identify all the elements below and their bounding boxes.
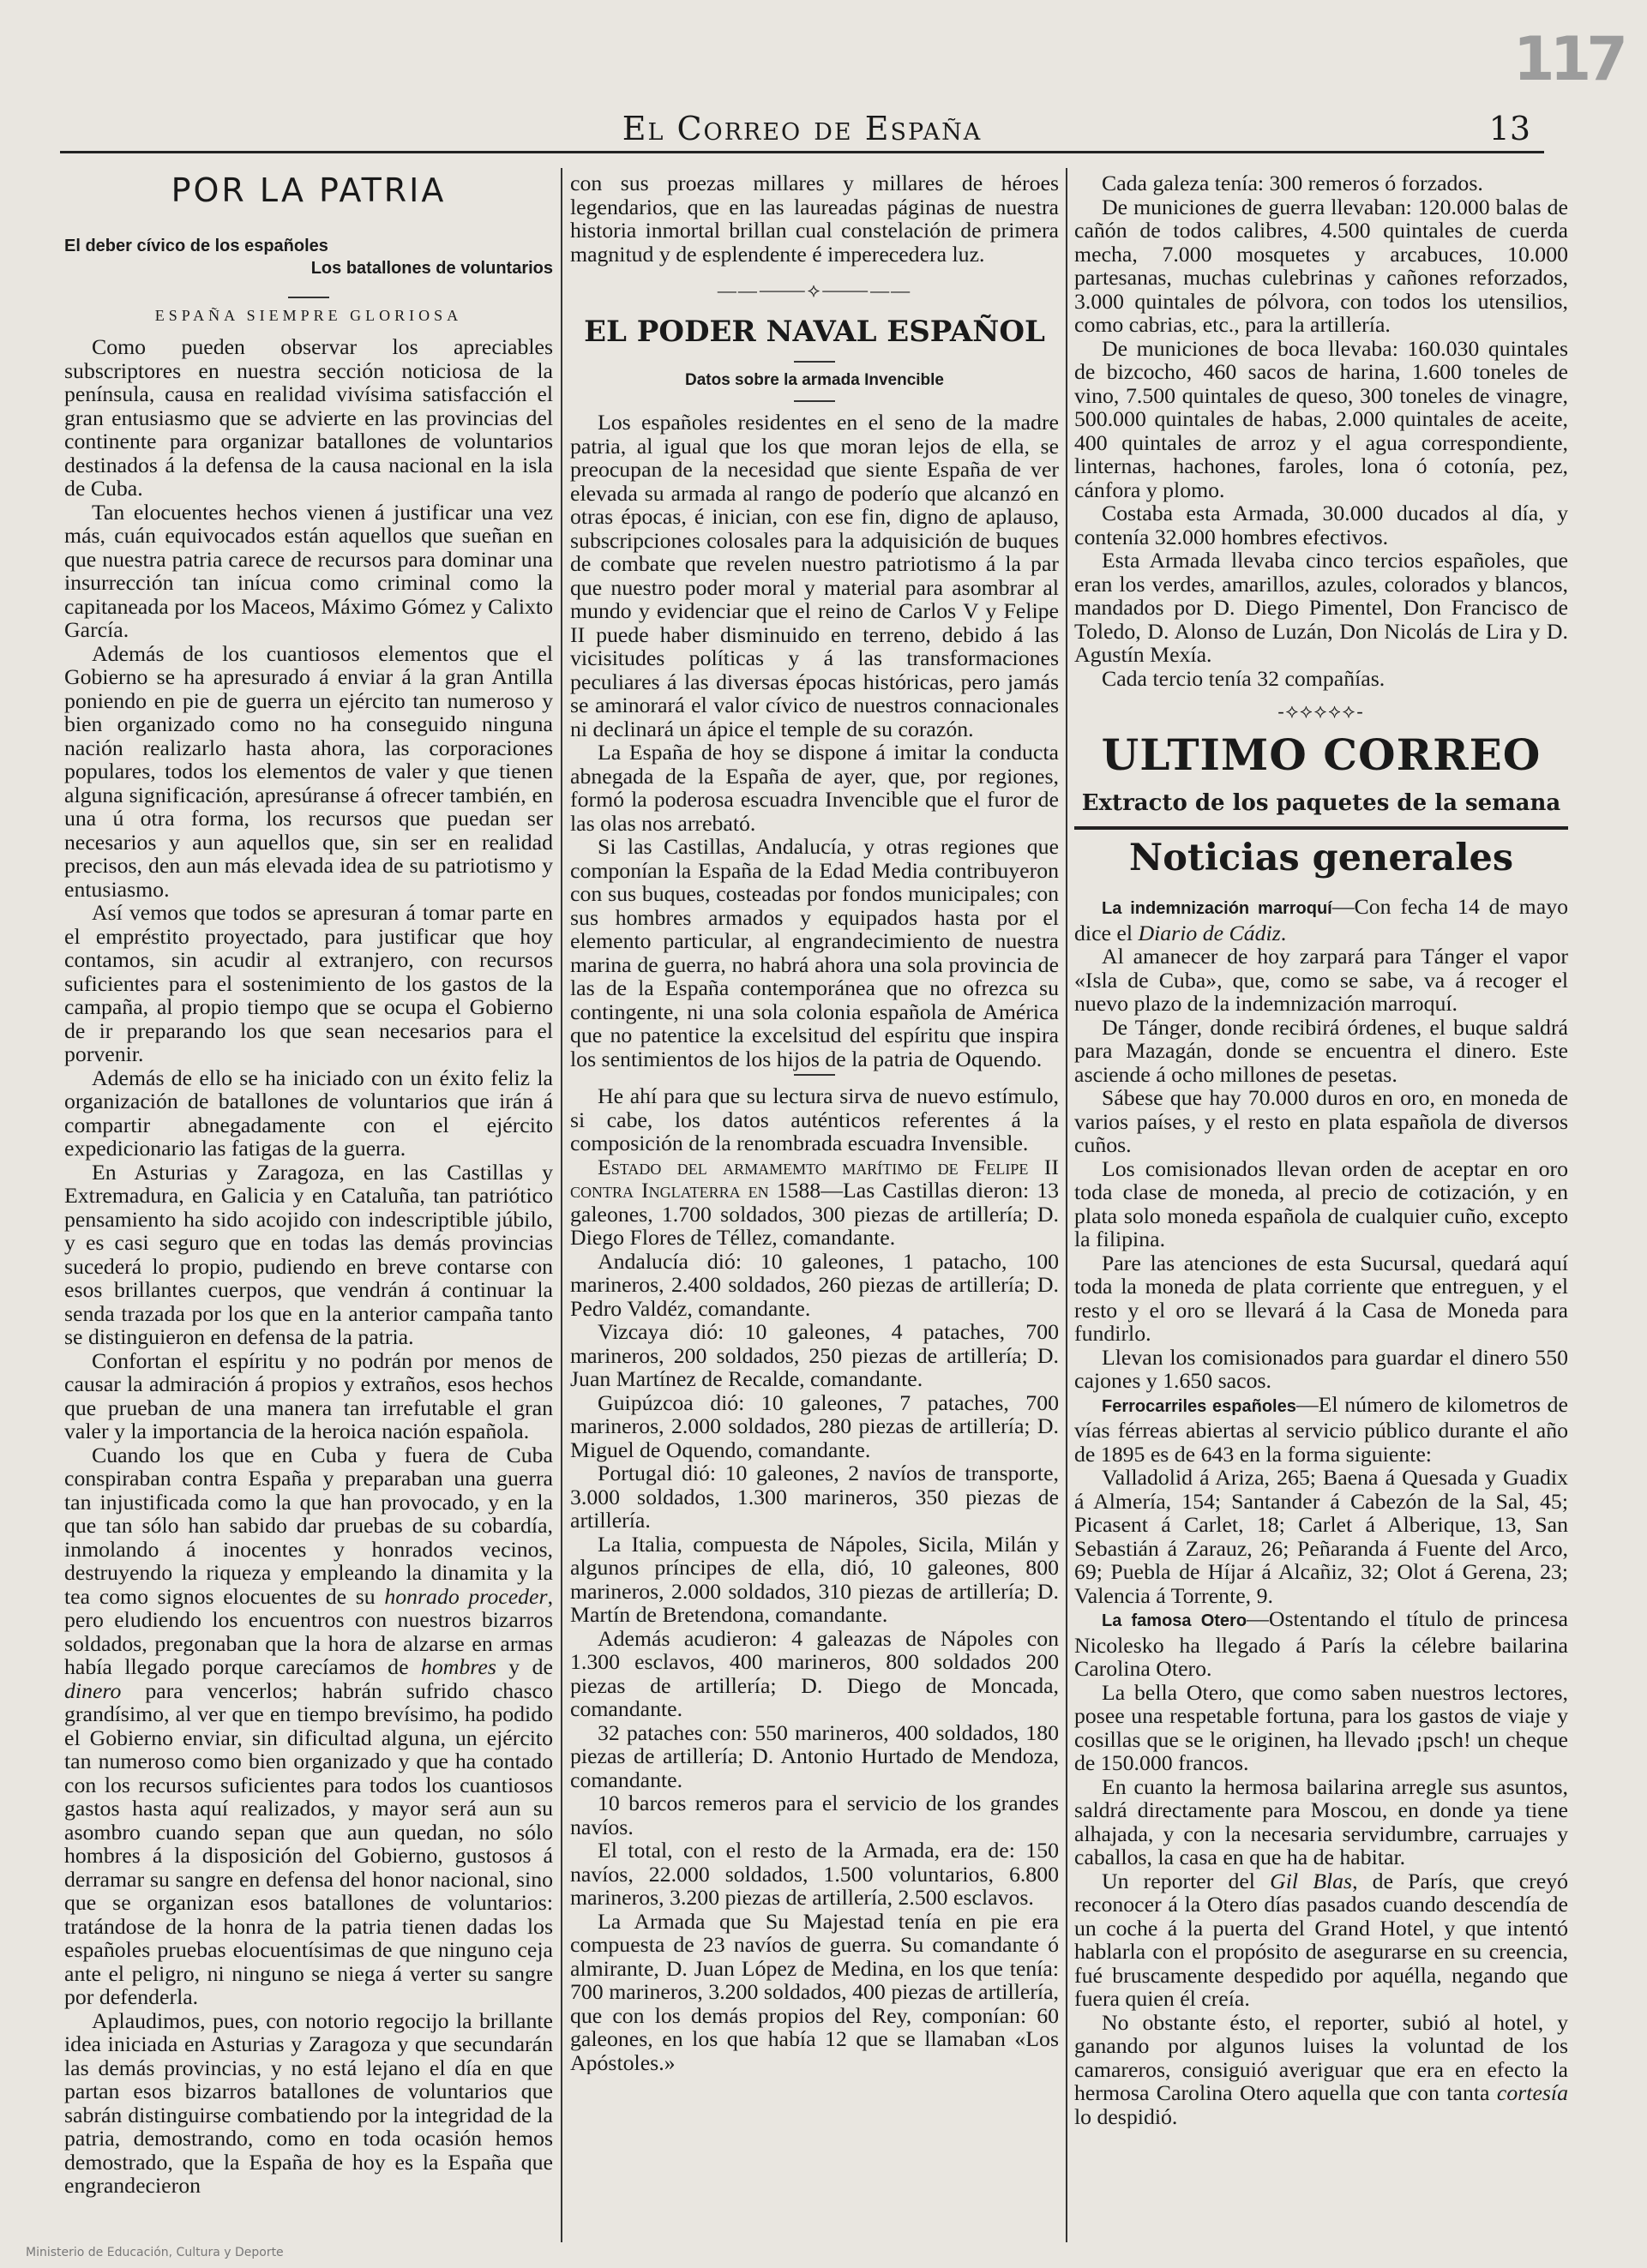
paragraph: Tan elocuentes hechos vienen á justificar una vez más, cuán equivocados están aquellos que sueñan en que nuestra patria carece de recursos para dominar una insurrección tan inícua como criminal como la capitaneada por los Maceos, Máximo Gómez y Calixto García.	[64, 499, 553, 642]
paragraph: Los comisionados llevan orden de aceptar en oro toda clase de moneda, al precio de cotización, y en plata solo moneda española de cualquier cuño, excepto la filipina.	[1074, 1155, 1568, 1251]
paragraph: Como pueden observar los apreciables subscriptores en nuestra sección noticiosa de la península, causa en realidad vivísima satisfacción el gran entusiasmo que se advierte en las provincias del continente para organizar batallones de voluntarios destinados á la defensa de la causa nacional en la isla de Cuba.	[64, 334, 553, 501]
paragraph: Así vemos que todos se apresuran á tomar parte en el empréstito proyectado, para justificar que hoy contamos, sin acudir al extranjero, con recursos suficientes para el sostenimiento de los gastos de la campaña, al propio tiempo que se ocupa el Gobierno de ir preparando los que sean necesarios para el porvenir.	[64, 900, 553, 1066]
news-lead: La famosa Otero	[1102, 1611, 1247, 1630]
section-subtitle: Extracto de los paquetes de la semana	[1081, 790, 1561, 816]
paragraph	[1074, 2011, 1568, 2129]
article-subtitle: Datos sobre la armada Invencible	[684, 371, 944, 389]
text-run: —Con fecha 14 de mayo dice el	[1074, 894, 1568, 945]
pencil-folio-mark: 117	[1512, 24, 1623, 94]
article-title: EL PODER NAVAL ESPAÑOL	[584, 315, 1045, 349]
small-caps-heading: Estado del armamemto marítimo de Felipe II contra Inglaterra en 1588	[570, 1154, 1059, 1203]
italic-text: Gil Blas	[1270, 1868, 1353, 1893]
paragraph: 32 pataches con: 550 marineros, 400 soldados, 180 piezas de artillería; D. Antonio Hurtado de Mendoza, comandante.	[570, 1719, 1059, 1792]
separator-rule	[794, 361, 835, 363]
section-rule	[1074, 826, 1568, 830]
paragraph: Costaba esta Armada, 30.000 ducados al día, y contenía 32.000 hombres efectivos.	[1074, 501, 1568, 549]
text-run: —El número de kilometros de vías férreas abiertas al servicio público durante el año de 1895 es de 643 en la forma siguiente:	[1074, 1391, 1568, 1467]
paragraph: Además de los cuantiosos elementos que el Gobierno se ha apresurado á enviar á la gran Antilla poniendo en pie de guerra un ejército tan numeroso y bien organizado como no ha conseguido ninguna nación realizarlo hasta ahora, las corporaciones populares, todos los elementos de valer y que tienen alguna significación, apresúranse á ofrecer también, en una ú otra forma, los recursos que puedan ser necesarios y aun aquellos que, sin ser en realidad precisos, den aun más elevada idea de su patriotismo y entusiasmo.	[64, 640, 553, 902]
text-run: , de París, que creyó reconocer á la Otero días pasados cuando descendía de un coche á la puerta del Grand Hotel, y que intentó hablarla con el propósito de asegurarse en su creencia, fué bruscamente despedido por aquélla, negando que fuera quien él creía.	[1074, 1868, 1568, 2011]
section-title: ULTIMO CORREO	[1101, 729, 1542, 780]
paragraph: De Tánger, donde recibirá órdenes, el buque saldrá para Mazagán, donde se encuentra el dinero. Este asciende á ocho millones de pesetas.	[1074, 1014, 1568, 1087]
text-run: —Las Castillas dieron: 13 galeones, 1.700 soldados, 300 piezas de artillería; D. Diego Flores de Téllez, comandante.	[570, 1178, 1059, 1250]
news-item	[1074, 895, 1568, 945]
column-divider	[561, 168, 562, 2242]
italic-text: honrado proceder	[384, 1583, 548, 1609]
archive-footer: Ministerio de Educación, Cultura y Deporte	[26, 2246, 284, 2259]
paragraph: La Italia, compuesta de Nápoles, Sicila, Milán y algunos príncipes de ella, dió, 10 galeones, 800 marineros, 2.000 soldados, 310 piezas de artillería; D. Martín de Bretendona, comandante.	[570, 1531, 1059, 1627]
ornament-separator: -⟡⟡⟡⟡⟡-	[1277, 700, 1365, 722]
paragraph: He ahí para que su lectura sirva de nuevo estímulo, si cabe, los datos auténticos referentes á la composición de la renombrada escuadra Invensible.	[570, 1083, 1059, 1155]
italic-text: cortesía	[1496, 2080, 1568, 2105]
paragraph: Sábese que hay 70.000 duros en oro, en moneda de varios países, y el resto en plata española de diversos cuños.	[1074, 1085, 1568, 1157]
paragraph: De municiones de guerra llevaban: 120.000 balas de cañón de todos calibres, 4.500 quintales de cuerda mecha, 7.000 mosquetes y arcabuces, 10.000 partesanas, muchas culebrinas y cañones reforzados, 3.000 quintales de pólvora, con todos los utensilios, como cabrias, etc., para la artillería.	[1074, 194, 1568, 337]
separator-rule	[288, 297, 329, 298]
article-kicker: ESPAÑA SIEMPRE GLORIOSA	[154, 307, 463, 324]
paragraph: Pare las atenciones de esta Sucursal, quedará aquí toda la moneda de plata corriente que entreguen, y el resto y el oro se llevará á la Casa de Moneda para fundirlo.	[1074, 1250, 1568, 1346]
paragraph: Cada galeza tenía: 300 remeros ó forzados.	[1102, 171, 1483, 195]
paragraph: Cada tercio tenía 32 compañías.	[1102, 665, 1386, 691]
text-run: No obstante ésto, el reporter, subió al hotel, y ganando por algunos luises la voluntad de los camareros, consiguió averiguar que era en efecto la hermosa Carolina Otero aquella que con tanta	[1074, 2009, 1568, 2105]
paragraph: Guipúzcoa dió: 10 galeones, 7 pataches, 700 marineros, 2.000 soldados, 280 piezas de artillería; D. Miguel de Oquendo, comandante.	[570, 1389, 1059, 1462]
news-item	[1074, 1393, 1568, 1467]
article-subtitle: El deber cívico de los españoles	[64, 237, 328, 255]
column-divider	[1066, 168, 1067, 2242]
news-lead: La indemnización marroquí	[1102, 899, 1332, 918]
text-run: Un reporter del	[1102, 1868, 1271, 1893]
paragraph: En Asturias y Zaragoza, en las Castillas y Extremadura, en Galicia y en Cataluña, tan patriótico pensamiento ha sido acojido con indescriptible júbilo, y es casi seguro que en todas las demás provincias sucederá lo propio, pudiendo en breve contarse con esos brillantes cuerpos, que vendrán á continuar la senda trazada por los que en la anterior campaña tanto se distinguieron en defensa de la patria.	[64, 1159, 553, 1349]
paragraph: Los españoles residentes en el seno de la madre patria, al igual que los que moran lejos de ella, se preocupan de la necesidad que siente España de ver elevada su armada al rango de poderío que alcanzó en otras épocas, é inician, con ese fin, digno de aplauso, subscripciones colosales para la adquisición de buques de combate que revelen nuestro patriotismo á la par que nuestro poder moral y material para asombrar al mundo y evidenciar que el reino de Carlos V y Felipe II puede haber disminuido en terreno, debido á las vicisitudes políticas y á las transformaciones peculiares á las diversas épocas históricas, pero jamás se aminorará el valor cívico de nuestros connacionales ni declinará un ápice el temple de su corazón.	[570, 410, 1059, 741]
separator-rule	[794, 1074, 835, 1076]
paragraph: En cuanto la hermosa bailarina arregle sus asuntos, saldrá directamente para Moscou, en donde ya tiene alhajada, y con la necesaria servidumbre, carruajes y caballos, la casa en que ha de habitar.	[1074, 1773, 1568, 1869]
text-run: lo despidió.	[1074, 2103, 1178, 2128]
paragraph: La Armada que Su Majestad tenía en pie era compuesta de 23 navíos de guerra. Su comandante ó almirante, D. Juan López de Medina, en los que tenía: 700 marineros, 3.200 soldados, 400 piezas de artillería, que con los demás propios del Rey, componían: 60 galeones, en los que había 12 que se llamaban «Los Apóstoles.»	[570, 1908, 1059, 2074]
paragraph: Esta Armada llevaba cinco tercios españoles, que eran los verdes, amarillos, azules, colorados y blancos, mandados por D. Diego Pimentel, Don Francisco de Toledo, D. Alonso de Luzán, Don Nicolás de Lira y D. Agustín Mexía.	[1074, 548, 1568, 667]
paragraph: Valladolid á Ariza, 265; Baena á Quesada y Guadix á Almería, 154; Santander á Cabezón de la Sal, 45; Picasent á Carlet, 18; Carlet á Alberique, 13, San Sebastián á Zarauz, 26; Peñaranda á Fuente del Arco, 69; Puebla de Híjar á Alcañiz, 32; Olot á Gerena, 23; Valencia á Torrente, 9.	[1074, 1465, 1568, 1608]
header-rule	[60, 151, 1544, 153]
news-item	[1074, 1607, 1568, 1681]
italic-text: Diario de Cádiz	[1138, 920, 1281, 945]
paragraph: Aplaudimos, pues, con notorio regocijo la brillante idea iniciada en Asturias y Zaragoza y que secundarán las demás provincias, y no está lejano el día en que partan esos bizarros batallones de voluntarios que sabrán distinguirse combatiendo por la integridad de la patria, demostrando, como en toda ocasión hemos demostrado, que la España de hoy es la España que engrandecieron	[64, 2007, 553, 2198]
paragraph: 10 barcos remeros para el servicio de los grandes navíos.	[570, 1791, 1059, 1839]
text-run: para vencerlos; habrán sufrido chasco grandísimo, al ver que en tiempo brevísimo, ha podido el Gobierno enviar, sin dificultad alguna, un ejército tan numeroso como bien organizado y que ha contado con los recursos suficientes para todos los cuantiosos gastos hasta aquí realizados, y mayor será aun su asombro cuando sepan que aun quedan, no sólo hombres á la disposición del Gobierno, gustosos á derramar su sangre en defensa del honor nacional, sino que se organizan esos batallones de voluntarios: tratándose de la honra de la patria tienen dadas los españoles pruebas elocuentísimas de que ninguno ceja ante el peligro, ni ninguno se niega á verter su sangre por defenderla.	[64, 1677, 553, 2009]
paragraph: Además acudieron: 4 galeazas de Nápoles con 1.300 esclavos, 400 marineros, 800 soldados 200 piezas de artillería; D. Diego de Moncada, comandante.	[570, 1625, 1059, 1721]
paragraph: La España de hoy se dispone á imitar la conducta abnegada de la España de ayer, que, por regiones, formó la poderosa escuadra Invencible que el furor de las olas nos arrebató.	[570, 740, 1059, 836]
page-number: 13	[1488, 110, 1530, 147]
paragraph	[570, 1155, 1059, 1250]
italic-text: hombres	[420, 1654, 496, 1679]
text-run: y de	[496, 1654, 553, 1679]
paragraph: De municiones de boca llevaba: 160.030 quintales de bizcocho, 460 sacos de harina, 1.600 toneles de vino, 7.500 quintales de queso, 300 toneles de vinagre, 500.000 quintales de habas, 2.000 quintales de aceite, 400 quintales de arroz y el agua correspondiente, linternas, hachones, faroles, lona ó cotonía, pez, cánfora y plomo.	[1074, 335, 1568, 502]
ornament-separator: ——⸻⟡⸻——	[717, 279, 912, 301]
text-run: .	[1280, 920, 1287, 945]
separator-rule	[794, 400, 835, 402]
paragraph	[1074, 1869, 1568, 2011]
paragraph: Confortan el espíritu y no podrán por menos de causar la admiración á propios y extraños, esos hechos que prueban de una manera tan irrefutable el gran valer y la importancia de la heroica nación española.	[64, 1347, 553, 1443]
paragraph: Llevan los comisionados para guardar el dinero 550 cajones y 1.650 sacos.	[1074, 1344, 1568, 1393]
paragraph	[64, 1443, 553, 2009]
paragraph: Andalucía dió: 10 galeones, 1 patacho, 100 marineros, 2.400 soldados, 260 piezas de artillería; D. Pedro Valdéz, comandante.	[570, 1248, 1059, 1321]
paragraph: Vizcaya dió: 10 galeones, 4 pataches, 700 marineros, 200 soldados, 250 piezas de artillería; D. Juan Martínez de Recalde, comandante.	[570, 1319, 1059, 1391]
text-run: Cuando los que en Cuba y fuera de Cuba conspiraban contra España y preparaban una guerra tan injustificada como la que han provocado, y en la que tan sólo han sabido dar pruebas de su cobardía, inmolando á inocentes y honrados vecinos, destruyendo la riqueza y empleando la dinamita y la tea como signos elocuentes de su	[64, 1442, 553, 1609]
paragraph: Si las Castillas, Andalucía, y otras regiones que componían la España de la Edad Media contribuyeron con sus buques, costeadas por fondos municipales; con sus hombres armados y equipados hasta por el elemento particular, al engrandecimiento de nuestra marina de guerra, no habrá ahora una sola provincia de las de la España contemporánea que no ofrezca su contingente, ni una sola colonia española de América que no patentice la excelsitud del espíritu que inspira los sentimientos de los hijos de la patria de Oquendo.	[570, 834, 1059, 1071]
paragraph: La bella Otero, que como saben nuestros lectores, posee una respetable fortuna, para los gastos de viaje y cosillas que se le originen, ha llevado ¡psch! un cheque de 150.000 francos.	[1074, 1679, 1568, 1775]
article-title: POR LA PATRIA	[171, 171, 447, 209]
italic-text: dinero	[64, 1677, 122, 1703]
text-run: —Ostentando el título de princesa Nicolesko ha llegado á París la célebre bailarina Carolina Otero.	[1074, 1606, 1568, 1681]
column-2	[570, 171, 1059, 2074]
article-subtitle: Los batallones de voluntarios	[310, 259, 553, 278]
running-head	[60, 110, 1544, 151]
news-lead: Ferrocarriles españoles	[1102, 1396, 1296, 1416]
paragraph: Además de ello se ha iniciado con un éxito feliz la organización de batallones de voluntarios que irán á compartir abnegadamente con el ejército expedicionario las fatigas de la guerra.	[64, 1065, 553, 1161]
column-3	[1074, 171, 1568, 2128]
column-1	[64, 171, 553, 2198]
paragraph: Al amanecer de hoy zarpará para Tánger el vapor «Isla de Cuba», que, como se sabe, va á recoger el nuevo plazo de la indemnización marroquí.	[1074, 944, 1568, 1016]
paragraph: El total, con el resto de la Armada, era de: 150 navíos, 22.000 soldados, 1.500 voluntarios, 6.800 marineros, 3.200 piezas de artillería, 2.500 esclavos.	[570, 1838, 1059, 1910]
paragraph: con sus proezas millares y millares de héroes legendarios, que en las laureadas páginas de nuestra historia inmortal brillan cual constelación de primera magnitud y de esplendente é imperecedera luz.	[570, 171, 1059, 267]
journal-title: El Correo de España	[622, 110, 983, 147]
text-run: , pero eludiendo los encuentros con nuestros bizarros soldados, pregonaban que la hora de alzarse en armas había llegado porque carecíamos de	[64, 1583, 553, 1679]
paragraph: Portugal dió: 10 galeones, 2 navíos de transporte, 3.000 soldados, 1.300 marineros, 350 piezas de artillería.	[570, 1461, 1059, 1533]
news-heading: Noticias generales	[1128, 837, 1514, 879]
